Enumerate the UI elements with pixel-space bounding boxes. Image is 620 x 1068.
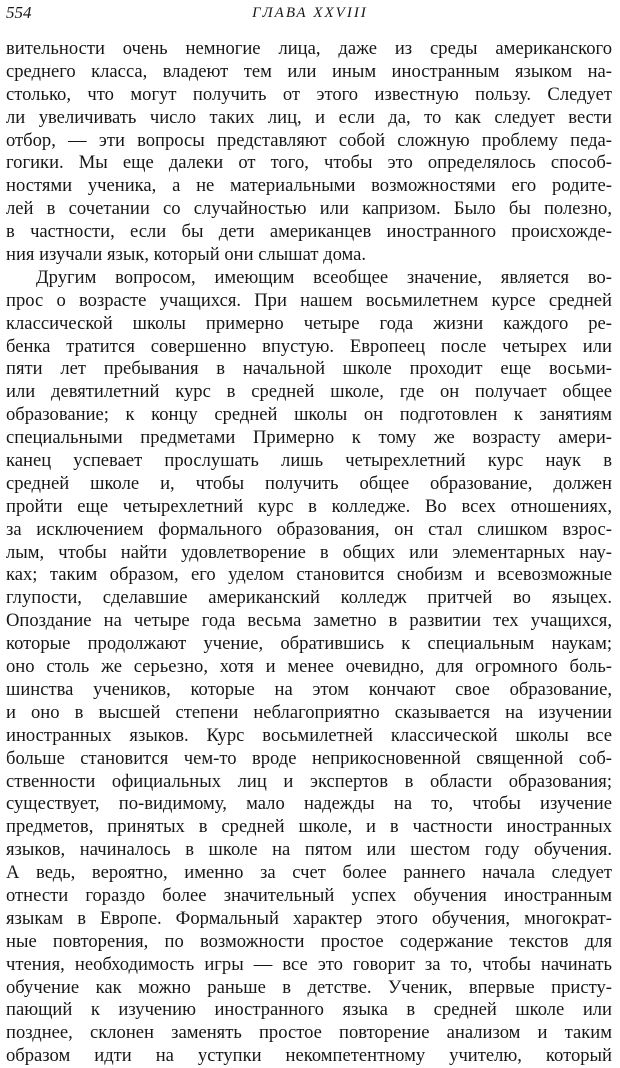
page-number: 554: [6, 3, 32, 22]
text-line: языкам в Европе. Формальный характер этого обучения, многократ-: [6, 907, 612, 929]
text-line: позднее, склонен заменять простое повторение анализом и таким: [6, 1022, 612, 1044]
text-line: прос о возрасте учащихся. При нашем восьмилетнем курсе средней: [6, 289, 612, 311]
text-line: или девятилетний курс в средней школе, где он получает общее: [6, 381, 612, 403]
text-line: канец успевает прослушать лишь четырехлетний курс наук в: [6, 450, 612, 472]
text-line: отбор, — эти вопросы представляют собой сложную проблему педа-: [6, 129, 612, 151]
text-line: Опоздание на четыре года весьма заметно в развитии тех учащихся,: [6, 610, 612, 632]
text-line: образование; к концу средней школы он подготовлен к занятиям: [6, 404, 612, 426]
text-line: которые продолжают учение, обратившись к специальным наукам;: [6, 633, 612, 655]
text-line: А ведь, вероятно, именно за счет более раннего начала следует: [6, 862, 612, 884]
text-line: оно столь же серьезно, хотя и менее очевидно, для огромного боль-: [6, 656, 612, 678]
text-line: и оно в высшей степени неблагоприятно сказывается на изучении: [6, 701, 612, 723]
text-line: ния изучали язык, который они слышат дома.: [6, 244, 367, 266]
page-header: [6, 2, 614, 28]
text-line: образом идти на уступки некомпетентному учителю, который: [6, 1045, 612, 1067]
body-text: [6, 38, 612, 1068]
text-line: ные повторения, по возможности простое содержание текстов для: [6, 930, 612, 952]
text-line: классической школы примерно четыре года жизни каждого ре-: [6, 312, 612, 334]
text-line: пающий к изучению иностранного языка в средней школе или: [6, 999, 612, 1021]
text-line: иностранных языков. Курс восьмилетней классической школы все: [6, 724, 612, 746]
text-line: ках; таким образом, его уделом становится снобизм и всевозможные: [6, 564, 612, 586]
text-line: отнести гораздо более значительный успех обучения иностранным: [6, 884, 612, 906]
text-line: среднего класса, владеют тем или иным иностранным языком на-: [6, 60, 612, 82]
text-line: больше становится чем-то вроде неприкосновенной священной соб-: [6, 747, 612, 769]
text-line: в частности, если бы дети американцев иностранного происхожде-: [6, 221, 612, 243]
text-line: чтения, необходимость игры — все это говорит за то, чтобы начинать: [6, 953, 612, 975]
text-line: шинства учеников, которые на этом кончают свое образование,: [6, 678, 612, 700]
text-line: средней школе и, чтобы получить общее образование, должен: [6, 472, 612, 494]
text-line: столько, что могут получить от этого известную пользу. Следует: [6, 83, 612, 105]
text-line: бенка тратится совершенно впустую. Европеец после четырех или: [6, 335, 612, 357]
text-line: существует, по-видимому, мало надежды на то, чтобы изучение: [6, 793, 612, 815]
text-line: ностями ученика, а не материальными возможностями его родите-: [6, 175, 612, 197]
text-line: гогики. Мы еще далеки от того, чтобы это определялось способ-: [6, 152, 612, 174]
text-line: глупости, сделавшие американский колледж притчей во языцех.: [6, 587, 612, 609]
text-line: за исключением формального образования, он стал слишком взрос-: [6, 518, 612, 540]
running-head: ГЛАВА XXVIII: [252, 5, 368, 21]
text-line: лей в сочетании со случайностью или капризом. Было бы полезно,: [6, 198, 612, 220]
text-line: лым, чтобы найти удовлетворение в общих или элементарных нау-: [6, 541, 612, 563]
text-line: языков, начиналось в школе на пятом или шестом году обучения.: [6, 839, 612, 861]
text-line: Другим вопросом, имеющим всеобщее значение, является во-: [36, 266, 612, 288]
text-line: специальными предметами Примерно к тому же возрасту амери-: [6, 427, 612, 449]
text-line: предметов, принятых в средней школе, и в частности иностранных: [6, 816, 612, 838]
text-line: вительности очень немногие лица, даже из среды американского: [6, 38, 612, 59]
text-line: ственности официальных лиц и экспертов в области образования;: [6, 770, 612, 792]
text-line: пяти лет пребывания в начальной школе проходит еще восьми-: [6, 358, 612, 380]
text-line: пройти еще четырехлетний курс в колледже. Во всех отношениях,: [6, 495, 612, 517]
text-line: обучение как можно раньше в детстве. Ученик, впервые присту-: [6, 976, 612, 998]
text-line: ли увеличивать число таких лиц, и если да, то как следует вести: [6, 106, 612, 128]
